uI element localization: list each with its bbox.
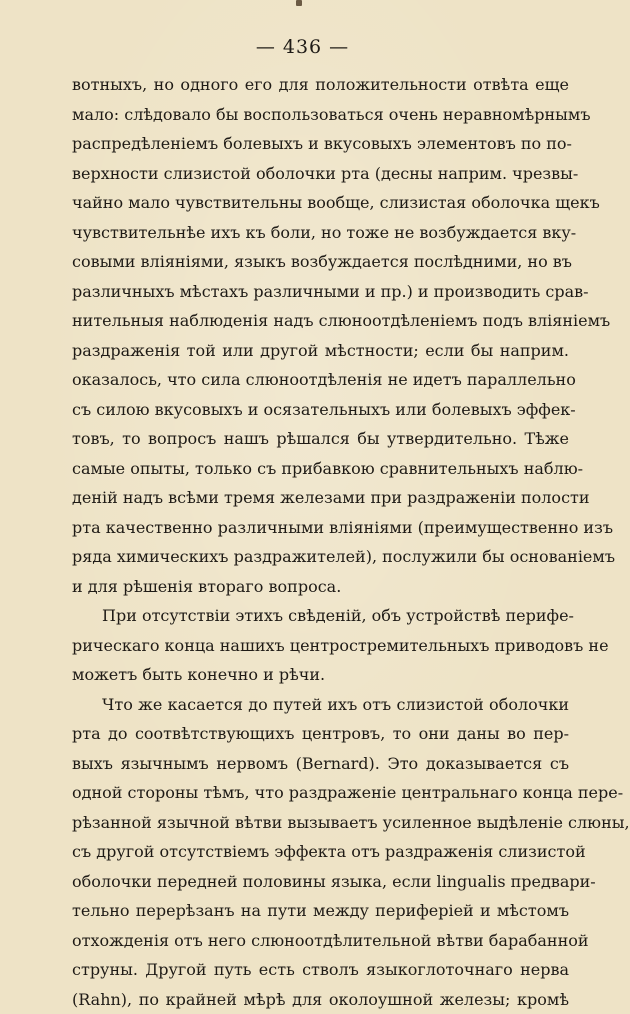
text-line: съ силою вкусовыхъ и осязательныхъ или болевыхъ эффек- <box>72 395 569 425</box>
text-line: ряда химическихъ раздражителей), послужили бы основаніемъ <box>72 542 569 572</box>
text-line: рическаго конца нашихъ центростремительныхъ приводовъ не <box>72 631 569 661</box>
text-line: можетъ быть конечно и рѣчи. <box>72 660 569 690</box>
text-line: Что же касается до путей ихъ отъ слизистой оболочки <box>72 690 569 720</box>
text-line: чувствительнѣе ихъ къ боли, но тоже не возбуждается вку- <box>72 218 569 248</box>
text-line: выхъ язычнымъ нервомъ (Bernard). Это доказывается съ <box>72 749 569 779</box>
text-line: оказалось, что сила слюноотдѣленія не идетъ параллельно <box>72 365 569 395</box>
text-body <box>72 70 569 1014</box>
text-line: совыми вліяніями, языкъ возбуждается послѣдними, но въ <box>72 247 569 277</box>
text-line: рта качественно различными вліяніями (преимущественно изъ <box>72 513 569 543</box>
page-number: — 436 — <box>0 36 605 58</box>
text-line: струны. Другой путь есть стволъ языкоглоточнаго нерва <box>72 955 569 985</box>
text-line: раздраженія той или другой мѣстности; если бы наприм. <box>72 336 569 366</box>
text-line: вотныхъ, но одного его для положительности отвѣта еще <box>72 70 569 100</box>
text-line: мало: слѣдовало бы воспользоваться очень неравномѣрнымъ <box>72 100 569 130</box>
text-line: При отсутствіи этихъ свѣденій, объ устройствѣ перифе- <box>72 601 569 631</box>
text-line: оболочки передней половины языка, если lingualis предвари- <box>72 867 569 897</box>
text-line: рѣзанной язычной вѣтви вызываетъ усиленное выдѣленіе слюны, <box>72 808 569 838</box>
page-edge-mark <box>296 0 302 6</box>
text-line: верхности слизистой оболочки рта (десны наприм. чрезвы- <box>72 159 569 189</box>
text-line: различныхъ мѣстахъ различными и пр.) и производить срав- <box>72 277 569 307</box>
text-line: чайно мало чувствительны вообще, слизистая оболочка щекъ <box>72 188 569 218</box>
text-line: рта до соотвѣтствующихъ центровъ, то они даны во пер- <box>72 719 569 749</box>
text-line: отхожденія отъ него слюноотдѣлительной вѣтви барабанной <box>72 926 569 956</box>
text-line: распредѣленіемъ болевыхъ и вкусовыхъ элементовъ по по- <box>72 129 569 159</box>
text-line: съ другой отсутствіемъ эффекта отъ раздраженія слизистой <box>72 837 569 867</box>
text-line: (Rahn), по крайней мѣрѣ для околоушной железы; кромѣ <box>72 985 569 1014</box>
text-line: нительныя наблюденія надъ слюноотдѣленіемъ подъ вліяніемъ <box>72 306 569 336</box>
text-line: и для рѣшенія втораго вопроса. <box>72 572 569 602</box>
text-line: товъ, то вопросъ нашъ рѣшался бы утвердительно. Тѣже <box>72 424 569 454</box>
text-line: одной стороны тѣмъ, что раздраженіе центральнаго конца пере- <box>72 778 569 808</box>
text-line: тельно перерѣзанъ на пути между периферіей и мѣстомъ <box>72 896 569 926</box>
text-line: деній надъ всѣми тремя железами при раздраженіи полости <box>72 483 569 513</box>
text-line: самые опыты, только съ прибавкою сравнительныхъ наблю- <box>72 454 569 484</box>
